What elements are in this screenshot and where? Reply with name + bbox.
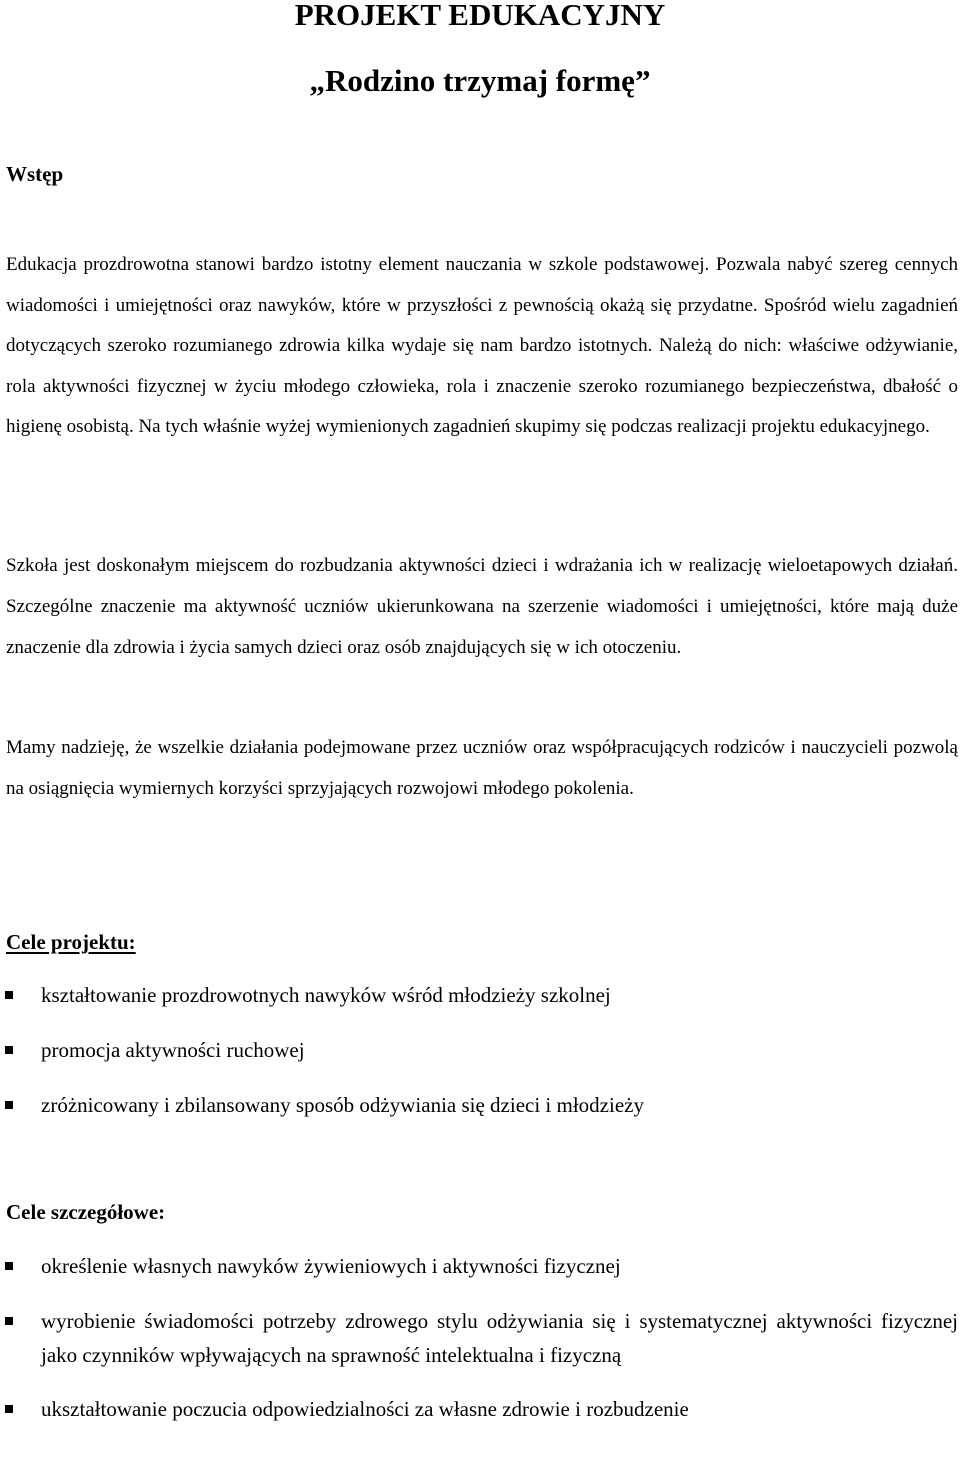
school-paragraph: Szkoła jest doskonałym miejscem do rozbudzania aktywności dzieci i wdrażania ich w realizację wieloetapowych działań. Szczególne znaczenie ma aktywność uczniów ukierunkowana na szerzenie wiadomości i umiejętności, które mają duże znaczenie dla zdrowia i życia samych dzieci oraz osób znajdujących się w ich otoczeniu. (6, 555, 958, 658)
hope-paragraph: Mamy nadzieję, że wszelkie działania podejmowane przez uczniów oraz współpracujących rodziców i nauczycieli pozwolą na osiągnięcia wymiernych korzyści sprzyjających rozwojowi młodego pokolenia. (6, 737, 958, 799)
specific-goal-text: określenie własnych nawyków żywieniowych i aktywności fizycznej (41, 1254, 621, 1278)
specific-goal-text: ukształtowanie poczucia odpowiedzialności za własne zdrowie i rozbudzenie (41, 1397, 689, 1421)
list-item (0, 978, 960, 1012)
list-item (0, 1088, 960, 1122)
list-item (0, 1249, 960, 1283)
goals-list (0, 978, 960, 1143)
square-bullet-icon (5, 1405, 13, 1413)
document-title: PROJEKT EDUKACYJNY (294, 0, 666, 32)
intro-heading: Wstęp (6, 162, 64, 186)
goal-text: zróżnicowany i zbilansowany sposób odżywiania się dzieci i młodzieży (41, 1093, 644, 1117)
square-bullet-icon (5, 1101, 13, 1109)
specific-goals-heading: Cele szczegółowe: (6, 1200, 166, 1224)
square-bullet-icon (5, 1046, 13, 1054)
goals-heading: Cele projektu: (6, 930, 136, 954)
project-name: „Rodzino trzymaj formę” (309, 63, 651, 98)
square-bullet-icon (5, 1262, 13, 1270)
goal-text: kształtowanie prozdrowotnych nawyków wśród młodzieży szkolnej (41, 983, 611, 1007)
goal-text: promocja aktywności ruchowej (41, 1038, 305, 1062)
list-item (0, 1304, 960, 1372)
intro-paragraph: Edukacja prozdrowotna stanowi bardzo istotny element nauczania w szkole podstawowej. Pozwala nabyć szereg cennych wiadomości i umiejętności oraz nawyków, które w przyszłości z pewnością okażą się przydatne. Spośród wielu zagadnień dotyczących szeroko rozumianego zdrowia kilka wydaje się nam bardzo istotnych. Należą do nich: właściwe odżywianie, rola aktywności fizycznej w życiu młodego człowieka, rola i znaczenie szeroko rozumianego bezpieczeństwa, dbałość o higienę osobistą. Na tych właśnie wyżej wymienionych zagadnień skupimy się podczas realizacji projektu edukacyjnego. (6, 254, 958, 438)
list-item (0, 1392, 960, 1426)
specific-goals-list (0, 1249, 960, 1426)
specific-goal-text: wyrobienie świadomości potrzeby zdrowego stylu odżywiania się i systematycznej aktywności fizycznej jako czynników wpływających na sprawność intelektualna i fizyczną (41, 1309, 958, 1367)
square-bullet-icon (5, 1317, 13, 1325)
square-bullet-icon (5, 991, 13, 999)
list-item (0, 1033, 960, 1067)
